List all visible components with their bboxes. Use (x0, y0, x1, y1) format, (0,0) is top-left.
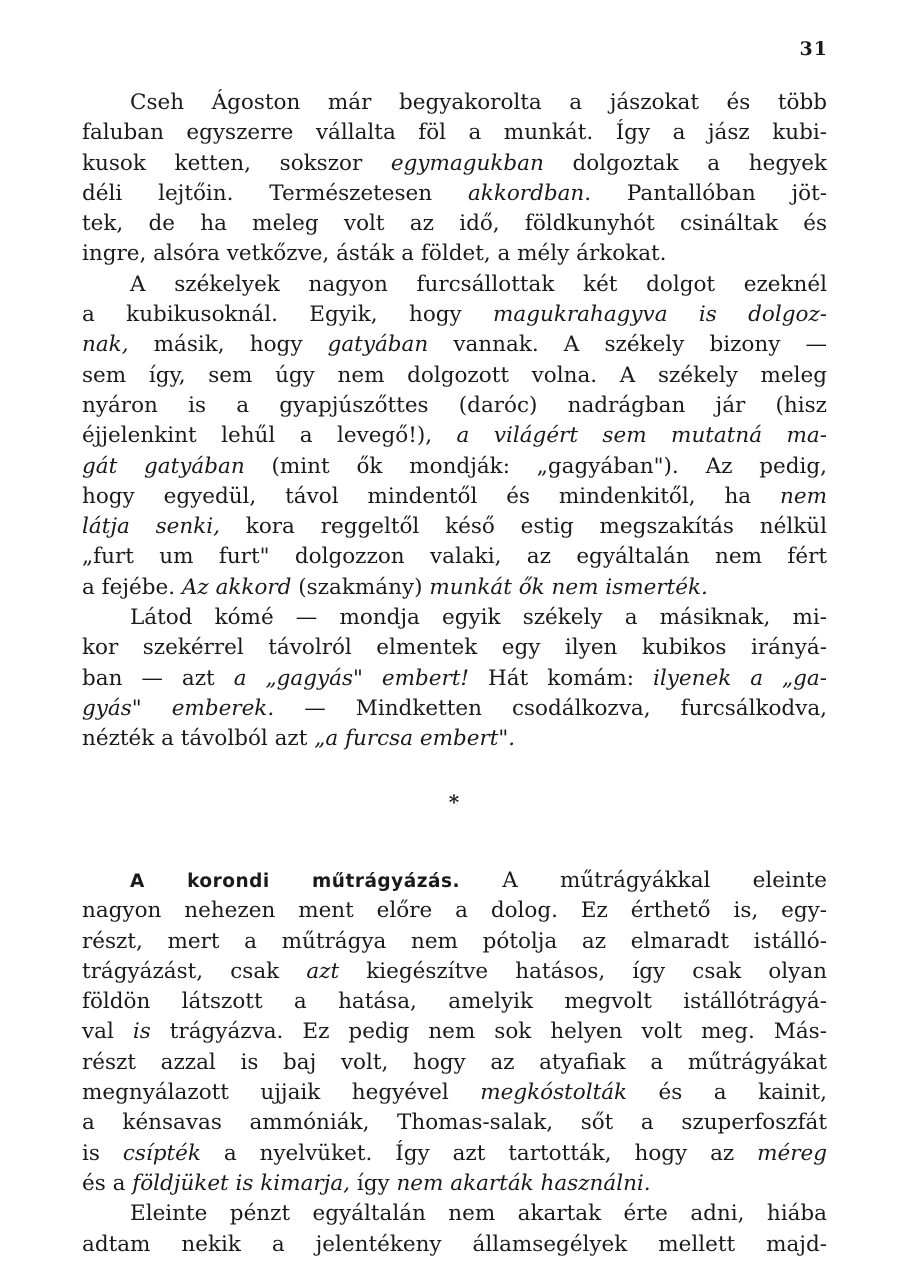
text-segment: Hát komám: (469, 665, 653, 691)
text-segment: déli lejtőin. Természetesen (82, 180, 468, 206)
text-line (82, 452, 827, 482)
text-line (82, 300, 827, 330)
italic-text: nem akarták használni. (396, 1170, 651, 1196)
text-segment: trágyázva. Ez pedig nem sok helyen volt meg. Más- (150, 1019, 827, 1045)
text-line (82, 1078, 827, 1108)
text-line (82, 209, 827, 239)
text-line (82, 421, 827, 451)
text-line (82, 1169, 827, 1199)
text-segment: (szakmány) (291, 574, 430, 600)
text-segment: éjjelenkint lehűl a levegő!), (82, 423, 457, 449)
text-segment: ingre, alsóra vetkőzve, ásták a földet, a mély árkokat. (82, 241, 667, 267)
text-segment: vannak. A székely bizony — (428, 332, 827, 358)
text-segment: Cseh Ágoston már begyakorolta a jászokat és több (130, 90, 827, 115)
text-line (82, 957, 827, 987)
text-segment: dolgoztak a hegyek (543, 150, 827, 176)
text-segment: hogy egyedül, távol mindentől és mindenkitől, ha (82, 483, 781, 509)
text-segment: — Mindketten csodálkozva, furcsálkodva, (274, 695, 827, 721)
text-line (82, 239, 827, 269)
text-segment: nézték a távolból azt (82, 726, 315, 752)
italic-text: gyás" emberek. (82, 695, 275, 721)
text-segment: A műtrágyákkal eleinte (460, 868, 827, 893)
text-line (82, 1108, 827, 1138)
italic-text: Az akkord (181, 574, 292, 600)
page-number: 31 (799, 38, 828, 60)
text-segment: földön látszott a hatása, amelyik megvolt istállótrágyá- (82, 989, 827, 1015)
text-segment: részt azzal is baj volt, hogy az atyafiak a műtrágyákat (82, 1049, 827, 1075)
text-segment: ban — azt (82, 665, 234, 691)
text-segment: faluban egyszerre vállalta föl a munkát. Így a jász kubi- (82, 120, 827, 146)
text-segment: a kubikusoknál. Egyik, hogy (82, 302, 494, 328)
italic-text: méreg (757, 1140, 827, 1166)
text-segment: adtam nekik a jelentékeny államsegélyek mellett majd- (82, 1231, 827, 1257)
text-segment: a kénsavas ammóniák, Thomas-salak, sőt a szuperfoszfát (82, 1110, 827, 1136)
text-line (82, 88, 827, 118)
text-segment: tek, de ha meleg volt az idő, földkunyhót csináltak és (82, 211, 827, 237)
italic-text: nak, (82, 332, 129, 358)
text-segment: Eleinte pénzt egyáltalán nem akartak érte adni, hiába (130, 1201, 827, 1227)
italic-text: látja senki, (82, 514, 220, 540)
italic-text: földjüket is kimarja, (132, 1170, 350, 1196)
text-line (82, 633, 827, 663)
text-line (82, 866, 827, 896)
text-segment: (mint ők mondják: „gagyában"). Az pedig, (244, 453, 827, 479)
text-line (82, 694, 827, 724)
text-segment: nyáron is a gyapjúszőttes (daróc) nadrágban jár (hisz (82, 392, 827, 418)
text-segment: sem így, sem úgy nem dolgozott volna. A székely meleg (82, 362, 827, 388)
italic-text: „a furcsa embert". (314, 726, 516, 752)
italic-text: is (132, 1019, 151, 1045)
text-line (82, 896, 827, 926)
text-segment: és a kainit, (627, 1080, 827, 1106)
italic-text: a világért sem mutatná ma- (456, 423, 827, 449)
italic-text: gát gatyában (82, 453, 245, 479)
text-segment: részt, mert a műtrágya nem pótolja az elmaradt istálló- (82, 928, 827, 954)
text-segment: nagyon nehezen ment előre a dolog. Ez érthető is, egy- (82, 898, 827, 924)
text-line (82, 603, 827, 633)
italic-text: egymagukban (390, 150, 544, 176)
text-segment: „furt um furt" dolgozzon valaki, az egyáltalán nem fért (82, 544, 827, 570)
text-line (82, 1139, 827, 1169)
text-segment: a nyelvüket. Így azt tartották, hogy az (200, 1140, 758, 1166)
italic-text: nem (780, 483, 827, 509)
text-line (82, 512, 827, 542)
text-line (82, 724, 827, 754)
text-line (82, 149, 827, 179)
text-segment: így (349, 1170, 397, 1196)
text-line (82, 542, 827, 572)
text-line (82, 927, 827, 957)
text-line (82, 361, 827, 391)
text-segment: kusok ketten, sokszor (82, 150, 391, 176)
text-segment: val (82, 1019, 133, 1045)
text-line (82, 482, 827, 512)
paragraph-block-mutragyazas (82, 866, 827, 1260)
italic-text: munkát ők nem ismerték. (429, 574, 708, 600)
text-segment: kor szekérrel távolról elmentek egy ilyen kubikos irányá- (82, 635, 827, 661)
text-line (82, 270, 827, 300)
text-segment: A székelyek nagyon furcsállottak két dolgot ezeknél (130, 271, 827, 297)
italic-text: azt (306, 958, 340, 984)
text-segment: Látod kómé — mondja egyik székely a másiknak, mi- (130, 605, 827, 631)
italic-text: csípték (122, 1140, 201, 1166)
text-line (82, 987, 827, 1017)
text-line (82, 1230, 827, 1260)
paragraph-block-kubikusok (82, 88, 827, 755)
text-line (82, 179, 827, 209)
text-line (82, 664, 827, 694)
text-segment: Pantallóban jöt- (591, 180, 828, 206)
text-segment: kora reggeltől késő estig megszakítás nélkül (219, 514, 827, 540)
text-line (82, 573, 827, 603)
text-line (82, 118, 827, 148)
text-segment: trágyázást, csak (82, 958, 307, 984)
text-line (82, 1199, 827, 1229)
text-segment: kiegészítve hatásos, így csak olyan (339, 958, 827, 984)
text-segment: is (82, 1140, 123, 1166)
text-segment: és a (82, 1170, 133, 1196)
italic-text: magukrahagyva is dolgoz- (493, 302, 827, 328)
text-segment: másik, hogy (128, 332, 328, 358)
italic-text: a „gagyás" embert! (233, 665, 470, 691)
italic-text: akkordban. (467, 180, 592, 206)
italic-text: ilyenek a „ga- (653, 665, 827, 691)
italic-text: megkóstolták (480, 1080, 628, 1106)
text-line (82, 391, 827, 421)
section-separator: * (448, 790, 460, 814)
text-line (82, 330, 827, 360)
section-title: A korondi műtrágyázás. (130, 871, 461, 892)
text-segment: a fejébe. (82, 574, 182, 600)
text-segment: megnyálazott ujjaik hegyével (82, 1080, 481, 1106)
italic-text: gatyában (327, 332, 429, 358)
text-line (82, 1017, 827, 1047)
text-line (82, 1048, 827, 1078)
